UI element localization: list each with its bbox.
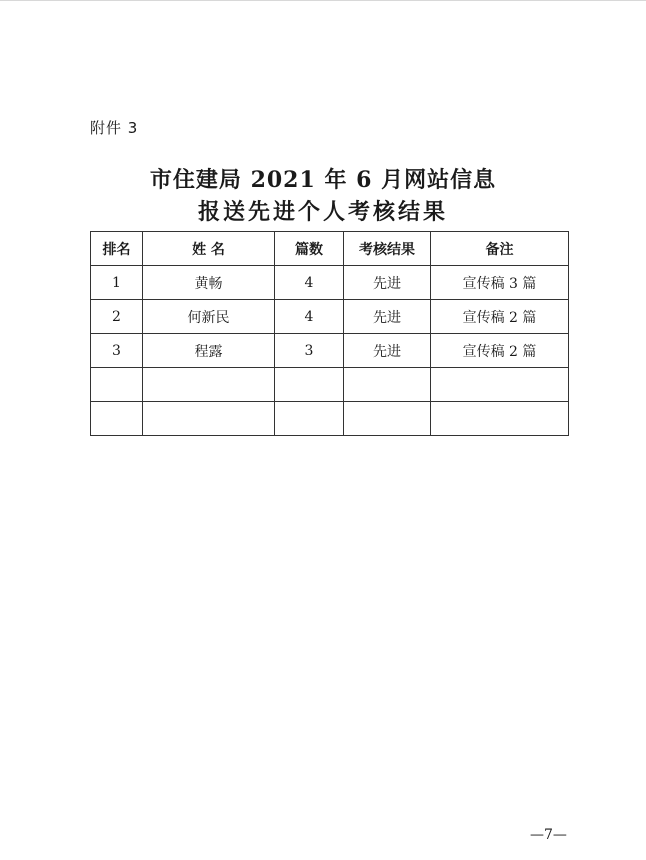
cell-result: 先进 (344, 300, 431, 334)
cell-result: 先进 (344, 266, 431, 300)
header-name: 姓 名 (143, 232, 275, 266)
cell-name: 程露 (143, 334, 275, 368)
page-number: —7— (530, 827, 567, 843)
page-top-edge (0, 0, 646, 1)
table-row (91, 334, 569, 368)
cell-count: 4 (275, 266, 344, 300)
cell-remarks: 宣传稿 2 篇 (431, 300, 569, 334)
header-remarks: 备注 (431, 232, 569, 266)
table-header-row (91, 232, 569, 266)
attachment-label: 附件 3 (90, 119, 139, 137)
cell-rank: 2 (91, 300, 143, 334)
cell-remarks (431, 368, 569, 402)
cell-result: 先进 (344, 334, 431, 368)
cell-rank (91, 368, 143, 402)
cell-count (275, 402, 344, 436)
cell-result (344, 368, 431, 402)
cell-name (143, 368, 275, 402)
cell-rank (91, 402, 143, 436)
document-title-line-1: 市住建局 2021 年 6 月网站信息 (149, 167, 497, 193)
header-result: 考核结果 (344, 232, 431, 266)
table-row-empty (91, 402, 569, 436)
cell-name (143, 402, 275, 436)
cell-count (275, 368, 344, 402)
results-table (90, 231, 569, 436)
header-count: 篇数 (275, 232, 344, 266)
table-row-empty (91, 368, 569, 402)
cell-count: 3 (275, 334, 344, 368)
document-title-line-2: 报送先进个人考核结果 (197, 199, 448, 225)
cell-rank: 1 (91, 266, 143, 300)
cell-rank: 3 (91, 334, 143, 368)
cell-name: 黄畅 (143, 266, 275, 300)
cell-remarks: 宣传稿 3 篇 (431, 266, 569, 300)
table-row (91, 266, 569, 300)
cell-remarks (431, 402, 569, 436)
cell-result (344, 402, 431, 436)
cell-name: 何新民 (143, 300, 275, 334)
header-rank: 排名 (91, 232, 143, 266)
cell-remarks: 宣传稿 2 篇 (431, 334, 569, 368)
cell-count: 4 (275, 300, 344, 334)
table-row (91, 300, 569, 334)
